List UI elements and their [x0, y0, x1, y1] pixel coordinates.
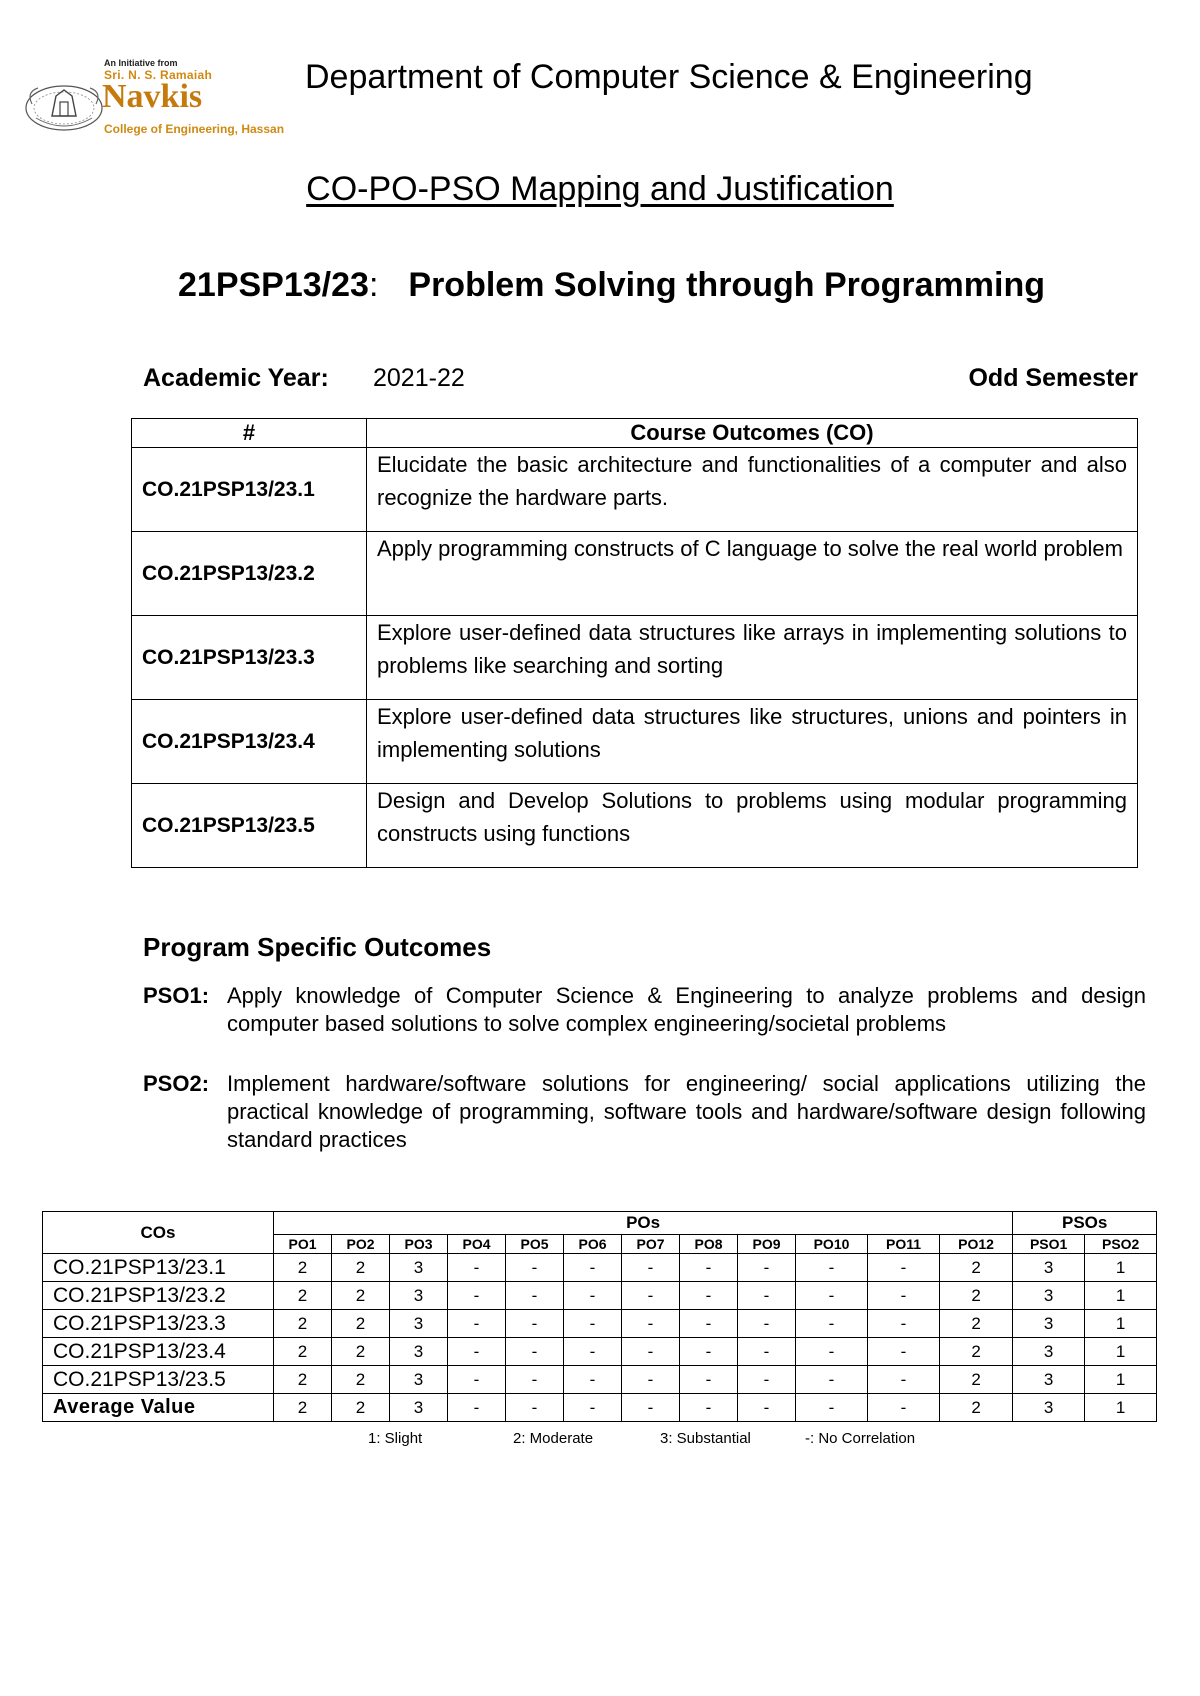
mapping-cell: 3: [390, 1366, 448, 1394]
co-label: CO.21PSP13/23.5: [43, 1366, 274, 1394]
mapping-cell: 2: [274, 1254, 332, 1282]
course-code: 21PSP13/23: [178, 266, 369, 304]
po-column-header: PO11: [868, 1235, 940, 1254]
mapping-cell: -: [868, 1394, 940, 1422]
mapping-cell: 3: [1013, 1254, 1085, 1282]
po-column-header: PO9: [738, 1235, 796, 1254]
po-column-header: PO12: [940, 1235, 1013, 1254]
po-column-header: PO2: [332, 1235, 390, 1254]
mapping-cell: -: [680, 1366, 738, 1394]
logo-sri-text: Sri. N. S. Ramaiah: [104, 68, 213, 82]
table-row: [43, 1366, 1157, 1394]
mapping-cell: -: [796, 1254, 868, 1282]
mapping-cell: 2: [940, 1282, 1013, 1310]
pso-label: PSO2:: [143, 1071, 210, 1096]
po-column-header: PO4: [448, 1235, 506, 1254]
mapping-cell: -: [564, 1254, 622, 1282]
mapping-cell: -: [622, 1338, 680, 1366]
mapping-cell: -: [868, 1254, 940, 1282]
mapping-cell: 1: [1085, 1394, 1157, 1422]
academic-year-value: 2021-22: [373, 364, 465, 392]
mapping-cell: -: [448, 1338, 506, 1366]
mapping-cell: -: [448, 1366, 506, 1394]
mapping-cell: 2: [940, 1366, 1013, 1394]
co-id: CO.21PSP13/23.1: [132, 448, 367, 532]
mapping-cell: 3: [1013, 1394, 1085, 1422]
mapping-cell: -: [868, 1338, 940, 1366]
pso-label: PSO1:: [143, 983, 210, 1008]
table-row: [132, 616, 1138, 700]
pso-item: [143, 1070, 1146, 1154]
mapping-cell: -: [564, 1366, 622, 1394]
co-label: CO.21PSP13/23.4: [43, 1338, 274, 1366]
mapping-cell: -: [448, 1310, 506, 1338]
co-label: CO.21PSP13/23.3: [43, 1310, 274, 1338]
table-row: [43, 1254, 1157, 1282]
mapping-cell: -: [506, 1282, 564, 1310]
mapping-cell: -: [564, 1338, 622, 1366]
co-id: CO.21PSP13/23.5: [132, 784, 367, 868]
mapping-cell: -: [448, 1394, 506, 1422]
mapping-cell: 3: [390, 1254, 448, 1282]
mapping-cell: -: [868, 1282, 940, 1310]
po-column-header: PO5: [506, 1235, 564, 1254]
mapping-cell: 3: [390, 1282, 448, 1310]
mapping-cell: -: [622, 1282, 680, 1310]
mapping-cell: 1: [1085, 1366, 1157, 1394]
table-row: [132, 448, 1138, 532]
mapping-cell: -: [448, 1254, 506, 1282]
mapping-cell: -: [868, 1366, 940, 1394]
co-id: CO.21PSP13/23.2: [132, 532, 367, 616]
po-column-header: PO6: [564, 1235, 622, 1254]
mapping-cell: 2: [940, 1338, 1013, 1366]
college-logo: [22, 56, 302, 138]
average-label: Average Value: [43, 1394, 274, 1422]
co-table-header-row: [132, 419, 1138, 448]
co-label: CO.21PSP13/23.1: [43, 1254, 274, 1282]
mapping-cell: -: [680, 1394, 738, 1422]
mapping-cell: 3: [390, 1338, 448, 1366]
po-column-header: PO10: [796, 1235, 868, 1254]
table-row: [43, 1282, 1157, 1310]
mapping-cell: 2: [274, 1282, 332, 1310]
table-row: [43, 1310, 1157, 1338]
mapping-cell: 2: [332, 1254, 390, 1282]
mapping-cell: 2: [332, 1366, 390, 1394]
mapping-cell: -: [622, 1394, 680, 1422]
mapping-cell: -: [622, 1366, 680, 1394]
mapping-table-body: [43, 1254, 1157, 1422]
co-id: CO.21PSP13/23.4: [132, 700, 367, 784]
co-label: CO.21PSP13/23.2: [43, 1282, 274, 1310]
mapping-cell: -: [796, 1338, 868, 1366]
mapping-cell: -: [796, 1282, 868, 1310]
mapping-cell: -: [564, 1310, 622, 1338]
mapping-cell: 3: [1013, 1282, 1085, 1310]
table-row: [132, 532, 1138, 616]
pso-column-header: PSO1: [1013, 1235, 1085, 1254]
mapping-cell: -: [868, 1310, 940, 1338]
course-title: [178, 266, 1045, 305]
mapping-cell: -: [738, 1310, 796, 1338]
logo-name: Navkis: [102, 78, 203, 115]
co-id-header: #: [132, 419, 367, 448]
co-po-pso-mapping-table: [42, 1211, 1157, 1422]
pso-heading: Program Specific Outcomes: [143, 932, 492, 962]
mapping-cell: 2: [332, 1338, 390, 1366]
course-colon: :: [368, 266, 379, 304]
mapping-cell: 2: [274, 1338, 332, 1366]
mapping-cell: -: [680, 1254, 738, 1282]
mapping-cell: -: [738, 1366, 796, 1394]
co-description: Elucidate the basic architecture and functionalities of a computer and also recognize the hardware parts.: [367, 448, 1138, 532]
mapping-cell: -: [622, 1310, 680, 1338]
mapping-cell: -: [738, 1394, 796, 1422]
pos-header: POs: [274, 1212, 1013, 1235]
mapping-cell: 3: [1013, 1310, 1085, 1338]
table-row: [132, 784, 1138, 868]
po-column-header: PO1: [274, 1235, 332, 1254]
semester-label: Odd Semester: [968, 364, 1138, 392]
mapping-cell: -: [564, 1282, 622, 1310]
mapping-cell: -: [680, 1282, 738, 1310]
mapping-cell: 3: [1013, 1338, 1085, 1366]
mapping-cell: -: [564, 1394, 622, 1422]
mapping-cell: -: [506, 1310, 564, 1338]
mapping-cell: 1: [1085, 1282, 1157, 1310]
table-row: [43, 1338, 1157, 1366]
mapping-cell: -: [448, 1282, 506, 1310]
mapping-cell: 2: [332, 1394, 390, 1422]
mapping-cell: -: [738, 1282, 796, 1310]
mapping-cell: 1: [1085, 1254, 1157, 1282]
college-emblem-icon: [22, 74, 106, 136]
po-column-header: PO8: [680, 1235, 738, 1254]
average-row: [43, 1394, 1157, 1422]
mapping-cell: -: [680, 1338, 738, 1366]
cos-header: COs: [43, 1212, 274, 1254]
co-text-header: Course Outcomes (CO): [367, 419, 1138, 448]
legend-moderate: 2: Moderate: [513, 1430, 594, 1447]
mapping-cell: -: [506, 1254, 564, 1282]
co-description: Explore user-defined data structures like arrays in implementing solutions to problems like searching and sorting: [367, 616, 1138, 700]
co-description: Apply programming constructs of C language to solve the real world problem: [367, 532, 1138, 616]
pso-text: Implement hardware/software solutions for engineering/ social applications utilizing the practical knowledge of programming, software tools and hardware/software design following standard practices: [227, 1071, 1146, 1152]
mapping-cell: -: [796, 1394, 868, 1422]
mapping-cell: 2: [940, 1254, 1013, 1282]
mapping-cell: -: [506, 1366, 564, 1394]
mapping-cell: -: [506, 1394, 564, 1422]
mapping-cell: 2: [940, 1394, 1013, 1422]
psos-header: PSOs: [1013, 1212, 1157, 1235]
mapping-cell: 3: [390, 1394, 448, 1422]
course-outcomes-table: [131, 418, 1138, 868]
mapping-cell: 1: [1085, 1338, 1157, 1366]
po-column-header: PO3: [390, 1235, 448, 1254]
page-title: CO-PO-PSO Mapping and Justification: [306, 170, 894, 208]
department-heading: Department of Computer Science & Engineering: [305, 58, 1033, 96]
mapping-cell: 2: [274, 1366, 332, 1394]
logo-college-text: College of Engineering, Hassan: [104, 122, 285, 136]
mapping-cell: -: [796, 1366, 868, 1394]
legend-slight: 1: Slight: [368, 1430, 423, 1447]
po-column-header: PO7: [622, 1235, 680, 1254]
mapping-cell: 2: [274, 1394, 332, 1422]
co-id: CO.21PSP13/23.3: [132, 616, 367, 700]
mapping-cell: 1: [1085, 1310, 1157, 1338]
co-description: Design and Develop Solutions to problems using modular programming constructs using functions: [367, 784, 1138, 868]
group-header-row: [43, 1212, 1157, 1235]
mapping-cell: 2: [332, 1282, 390, 1310]
mapping-cell: -: [738, 1338, 796, 1366]
pso-column-header: PSO2: [1085, 1235, 1157, 1254]
mapping-cell: -: [622, 1254, 680, 1282]
mapping-cell: 2: [332, 1310, 390, 1338]
logo-initiative-text: An Initiative from: [104, 58, 178, 68]
mapping-cell: 3: [390, 1310, 448, 1338]
legend-no-correlation: -: No Correlation: [805, 1430, 916, 1447]
academic-year-label: Academic Year:: [143, 364, 329, 392]
legend-substantial: 3: Substantial: [660, 1430, 751, 1447]
mapping-cell: 2: [274, 1310, 332, 1338]
pso-text: Apply knowledge of Computer Science & Engineering to analyze problems and design computer based solutions to solve complex engineering/societal problems: [227, 983, 1146, 1036]
course-name: Problem Solving through Programming: [408, 266, 1045, 304]
table-row: [132, 700, 1138, 784]
mapping-cell: 2: [940, 1310, 1013, 1338]
mapping-cell: -: [506, 1338, 564, 1366]
co-description: Explore user-defined data structures like structures, unions and pointers in implementing solutions: [367, 700, 1138, 784]
mapping-cell: 3: [1013, 1366, 1085, 1394]
mapping-cell: -: [680, 1310, 738, 1338]
pso-item: [143, 982, 1146, 1038]
mapping-cell: -: [796, 1310, 868, 1338]
mapping-cell: -: [738, 1254, 796, 1282]
